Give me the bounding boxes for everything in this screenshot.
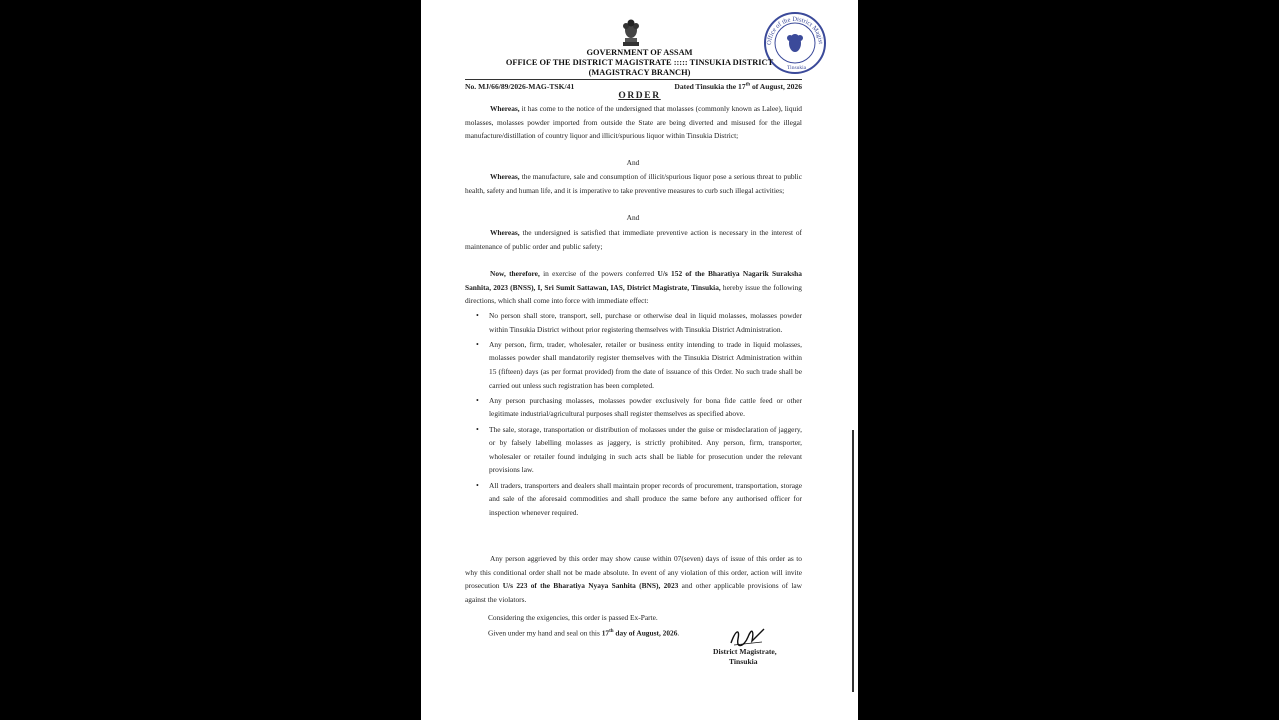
page-edge-line [852,430,854,692]
direction-item: • All traders, transporters and dealers shall maintain proper records of procurement, transportation, storage and sale of the aforesaid commodities and shall produce the same before any authorised officer for inspection whenever required. [476,480,802,517]
reference-line [465,82,802,91]
given-line: Given under my hand and seal on this 17th day of August, 2026. [488,628,680,638]
signatory-title: District Magistrate, [713,647,777,656]
header-branch: (MAGISTRACY BRANCH) [588,68,691,77]
header-rule [465,79,802,80]
and-connector-2: And [626,213,640,222]
aggrieved-paragraph: Any person aggrieved by this order may show cause within 07(seven) days of issue of this order as to why this conditional order shall not be made absolute. In event of any violation of this order, action will invite prosecution U/s 223 of the Bharatiya Nyaya Sanhita (BNS), 2023 and other applicable provisions of law against the violators. [465,554,802,604]
header-office: OFFICE OF THE DISTRICT MAGISTRATE ::::: TINSUKIA DISTRICT [505,58,774,67]
order-date: Dated Tinsukia the 17th of August, 2026 [674,82,802,91]
order-number: No. MJ/66/89/2026-MAG-TSK/41 [465,82,575,91]
header-govt: GOVERNMENT OF ASSAM [586,48,693,57]
direction-item: • Any person purchasing molasses, molasses powder exclusively for bona fide cattle feed or other legitimate industrial/agricultural purposes shall register themselves as specified above. [476,395,802,419]
whereas-paragraph-2: Whereas, the manufacture, sale and consumption of illicit/spurious liquor pose a serious threat to public health, safety and human life, and it is imperative to take preventive measures to curb such illegal activities; [465,172,802,195]
signatory-block [713,647,777,667]
and-connector-1: And [626,158,640,167]
svg-text:Tinsukia: Tinsukia [787,65,807,71]
whereas-paragraph-3: Whereas, the undersigned is satisfied that immediate preventive action is necessary in the interest of maintenance of public order and public safety; [465,228,802,251]
direction-item: • No person shall store, transport, sell, purchase or otherwise deal in liquid molasses, molasses powder within Tinsukia District without prior registering themselves with Tinsukia District Administration. [476,311,802,334]
direction-item: • The sale, storage, transportation or distribution of molasses under the guise or misdeclaration of jaggery, or by falsely labelling molasses as jaggery, is strictly prohibited. Any person, firm, transporter, wholesaler or retailer found indulging in such acts shall be liable for prosecution under the relevant provisions law. [476,424,802,475]
now-therefore-paragraph: Now, therefore, in exercise of the powers conferred U/s 152 of the Bharatiya Nagarik Suraksha Sanhita, 2023 (BNSS), I, Sri Sumit Sattawan, IAS, District Magistrate, Tinsukia, hereby issue the following directions, which shall come into force with immediate effect: [465,269,802,306]
whereas-paragraph-1: Whereas, it has come to the notice of the undersigned that molasses (commonly known as Lalee), liquid molasses, molasses powder imported from outside the State are being diverted and misused for the illegal manufacture/distillation of country liquor and illicit/spurious liquor within Tinsukia District; [465,104,802,141]
document-page [421,0,858,720]
signature-icon [728,625,768,649]
national-emblem-icon [620,18,642,48]
order-title: ORDER [618,91,661,101]
signatory-place: Tinsukia [729,657,758,666]
directions-list [476,309,802,521]
exparte-line: Considering the exigencies, this order is passed Ex-Parte. [488,613,658,622]
svg-text:Office of the District Magistr: Office of the District Magist [765,15,824,46]
direction-item: • Any person, firm, trader, wholesaler, retailer or business entity intending to trade in liquid molasses, molasses powder shall mandatorily register themselves with the Tinsukia District Administration within 15 (fifteen) days (as per format provided) from the date of issuance of this Order. No such trade shall be carried out unless such registration has been completed. [476,339,802,390]
